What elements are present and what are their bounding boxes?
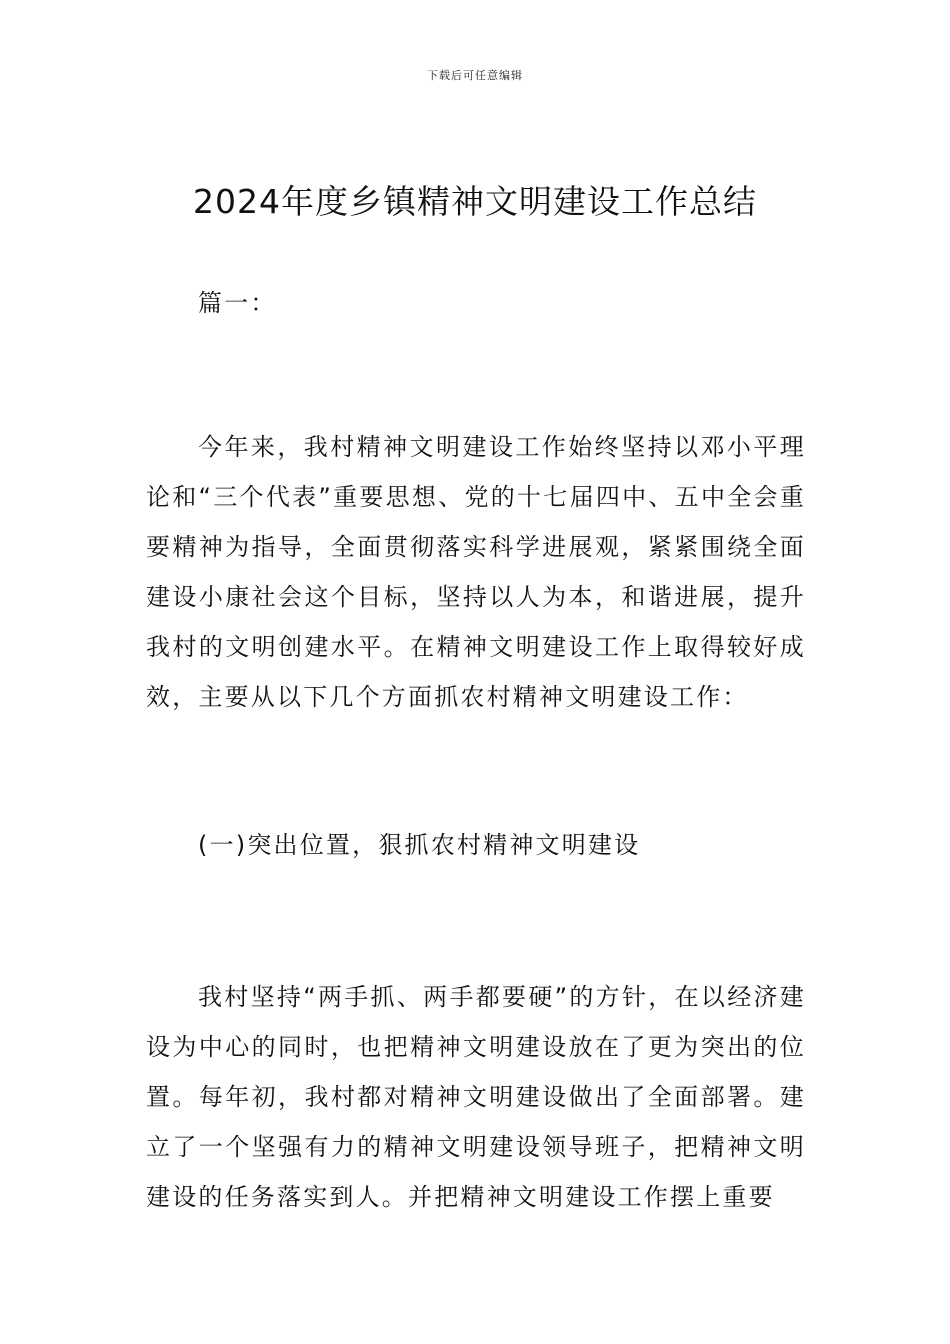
document-title: 2024年度乡镇精神文明建设工作总结 [193, 182, 757, 221]
section-heading-1: (一)突出位置，狠抓农村精神文明建设 [198, 831, 641, 859]
header-note: 下载后可任意编辑 [427, 69, 523, 82]
section-label: 篇一： [198, 289, 277, 317]
paragraph-2: 我村坚持“两手抓、两手都要硬”的方针，在以经济建设为中心的同时，也把精神文明建设放在了更为突出的位置。每年初，我村都对精神文明建设做出了全面部署。建立了一个坚强有力的精神文明建设领导班子，把精神文明建设的任务落实到人。并把精神文明建设工作摆上重要 [146, 983, 806, 1211]
paragraph-1: 今年来，我村精神文明建设工作始终坚持以邓小平理论和“三个代表”重要思想、党的十七届四中、五中全会重要精神为指导，全面贯彻落实科学进展观，紧紧围绕全面建设小康社会这个目标，坚持以人为本，和谐进展，提升我村的文明创建水平。在精神文明建设工作上取得较好成效，主要从以下几个方面抓农村精神文明建设工作： [146, 433, 806, 711]
